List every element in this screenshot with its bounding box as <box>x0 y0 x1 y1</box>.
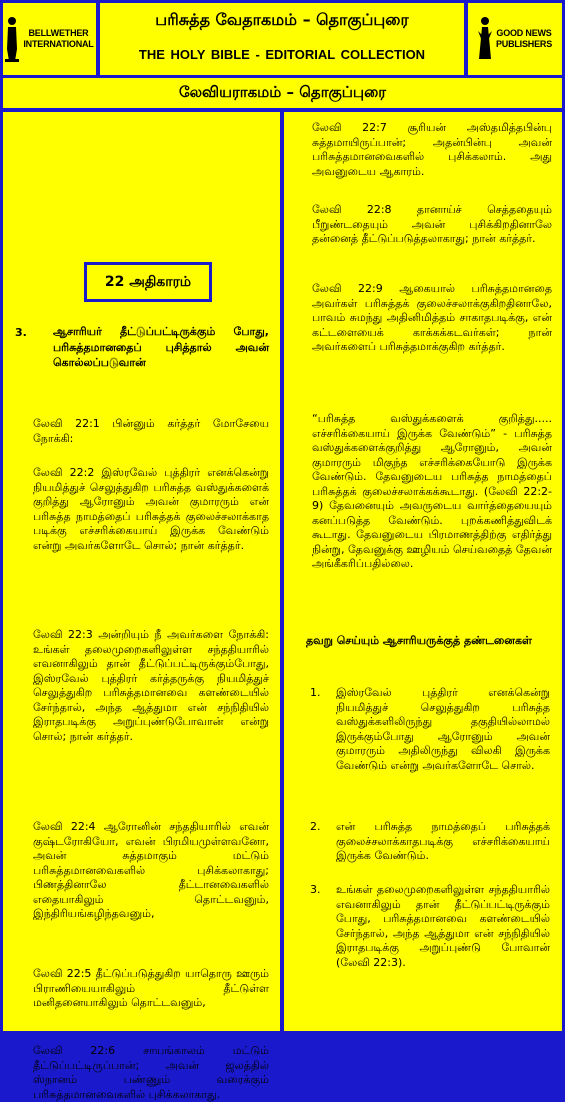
title-english: THE HOLY BIBLE - EDITORIAL COLLECTION <box>138 47 426 62</box>
shepherd-figure-icon <box>5 15 19 63</box>
verse-22-8: லேவி 22:8 தானாய்ச் செத்ததையும் பீறுண்டதையும் அவன் புசிக்கிறதினாலே தன்னைத் தீட்டுப்படுத்தலாகாது; நான் கர்த்தர். <box>312 203 552 245</box>
verse-22-4: லேவி 22:4 ஆரோனின் சந்ததியாரில் எவன் குஷ்டரோகியோ, எவன் பிரமியமுள்ளவனோ, அவன் சுத்தமாகும் மட்டும் பரிசுத்தமானவைகளில் புசிக்கலாகாது; பிணத்தினாலே தீட்டானவைகளில் எதையாகிலும் தொட்டவனும், இந்திரியங்கழிந்தவனும், <box>33 820 269 920</box>
left-column <box>3 112 280 1101</box>
verse-22-2: லேவி 22:2 இஸ்ரவேல் புத்திரர் எனக்கென்று நியமித்துச் செலுத்துகிற பரிசுத்த வஸ்துக்களைக் குறித்து ஆரோனும் அவன் குமாரரும் என் பரிசுத்த நாமத்தைப் பரிசுத்தக் குலைச்சலாக்காத படிக்கு எச்சரிக்கையாய் இருக்க வேண்டும் என்று அவர்களோடே சொல்; நான் கர்த்தர். <box>33 466 269 552</box>
verse-22-9: லேவி 22:9 ஆகையால் பரிசுத்தமானதை அவர்கள் பரிசுத்தக் குலைச்சலாக்குகிறதினாலே, பாவம் சுமந்து அதினிமித்தம் சாகாதபடிக்கு, என் கட்டளையைக் காக்கக்கடவர்கள்; நான் அவர்களைப் பரிசுத்தமாக்குகிற கர்த்தர். <box>312 282 552 353</box>
book-title-bar <box>3 78 562 108</box>
list-item-1-number: 1. <box>310 686 321 699</box>
section-heading: ஆசாரியர் தீட்டுப்பட்டிருக்கும் போது, பரிசுத்தமானதைப் புசித்தால் அவன் கொல்லப்படுவான் <box>53 325 269 369</box>
bellwether-logo <box>3 3 96 75</box>
list-item-3-number: 3. <box>310 883 321 896</box>
verse-22-1: லேவி 22:1 பின்னும் கர்த்தர் மோசேயை நோக்கி: <box>33 417 269 445</box>
book-title: லேவியராகமம் – தொகுப்புரை <box>178 83 387 101</box>
chapter-label: 22 அதிகாரம் <box>84 262 212 302</box>
good-news-logo-text: GOOD NEWS PUBLISHERS <box>495 28 552 49</box>
list-item-2-number: 2. <box>310 820 321 833</box>
verse-22-5: லேவி 22:5 தீட்டுப்படுத்துகிற யாதொரு ஊரும் பிராணியையாகிலும் தீட்டுள்ள மனிதனையாகிலும் தொட்டவனும், <box>33 967 269 1009</box>
section-number: 3. <box>15 326 27 339</box>
list-item-1: இஸ்ரவேல் புத்திரர் எனக்கென்று நியமித்துச் செலுத்துகிற பரிசுத்த வஸ்துக்களிலிருந்து தகுதியில்லாமல் இருக்கும்போது ஆரோனும் அவன் குமாரரும் அதிலிருந்து விலகி இருக்க வேண்டும் என்று அவர்களோடே சொல். <box>336 686 550 772</box>
punishments-heading: தவறு செய்யும் ஆசாரியருக்குத் தண்டனைகள் <box>306 634 532 647</box>
angel-figure-icon <box>478 15 492 63</box>
header-title-box <box>100 3 464 75</box>
verse-22-3: லேவி 22:3 அன்றியும் நீ அவர்களை நோக்கி: உங்கள் தலைமுறைகளிலுள்ள சந்ததியாரில் எவனாகிலும் தான் தீட்டுப்பட்டிருக்கும்போது, இஸ்ரவேல் புத்திரர் கர்த்தருக்கு நியமித்துச் செலுத்துகிற பரிசுத்தமானவை களண்டையில் சேர்ந்தால், அந்த ஆத்துமா என் சந்நிதியில் இராதபடிக்கு அறுப்புண்டுபோவான் என்று சொல்; நான் கர்த்தர். <box>33 628 269 743</box>
good-news-logo <box>468 3 562 75</box>
right-column <box>284 112 562 1031</box>
verse-22-6: லேவி 22:6 சாயங்காலம் மட்டும் தீட்டுப்பட்டிருப்பான்; அவன் ஜலத்தில் ஸ்நானம் பண்ணும் வரைக்கும் பரிசுத்தமானவைகளில் புசிக்கலாகாது. <box>33 1044 269 1101</box>
bellwether-logo-text: BELLWETHER INTERNATIONAL <box>23 28 94 49</box>
verse-22-7: லேவி 22:7 சூரியன் அஸ்தமித்தபின்பு சுத்தமாயிருப்பான்; அதன்பின்பு அவன் பரிசுத்தமானவைகளில் புசிக்கலாம். அது அவனுடைய ஆகாரம். <box>312 121 552 178</box>
commentary-paragraph: “பரிசுத்த வஸ்துக்களைக் குறித்து..... எச்சரிக்கையாய் இருக்க வேண்டும்” - பரிசுத்த வஸ்துக்களைக்குறித்து ஆரோனும், அவன் குமாரரும் மிகுந்த எச்சரிக்கையோடு இருக்க வேண்டும். தேவனுடைய பரிசுத்த நாமத்தைப் பரிசுத்தக் குலைச்சலாக்கக்கூடாது. (லேவி 22:2-9) தேவனையும் அவருடைய வார்த்தையையும் கனப்படுத்த வேண்டும். புறக்கணித்துவிடக் கூடாது. தேவனுடைய பிரமாணத்திற்கு எதிர்த்து நின்று, தேவனுக்கு ஊழியம் செய்வதைத் தேவன் அங்கீகரிப்பதில்லை. <box>312 412 552 570</box>
list-item-2: என் பரிசுத்த நாமத்தைப் பரிசுத்தக் குலைச்சலாக்காதபடிக்கு எச்சரிக்கையாய் இருக்க வேண்டும். <box>336 820 550 862</box>
list-item-3: உங்கள் தலைமுறைகளிலுள்ள சந்ததியாரில் எவனாகிலும் தான் தீட்டுப்பட்டிருக்கும் போது, பரிசுத்தமானவை களண்டையில் சேர்ந்தால், அந்த ஆத்துமா என் சந்நிதியில் இராதபடிக்கு அறுப்புண்டு போவான் (லேவி 22:3). <box>336 883 550 969</box>
title-tamil: பரிசுத்த வேதாகமம் – தொகுப்புரை <box>155 10 409 29</box>
